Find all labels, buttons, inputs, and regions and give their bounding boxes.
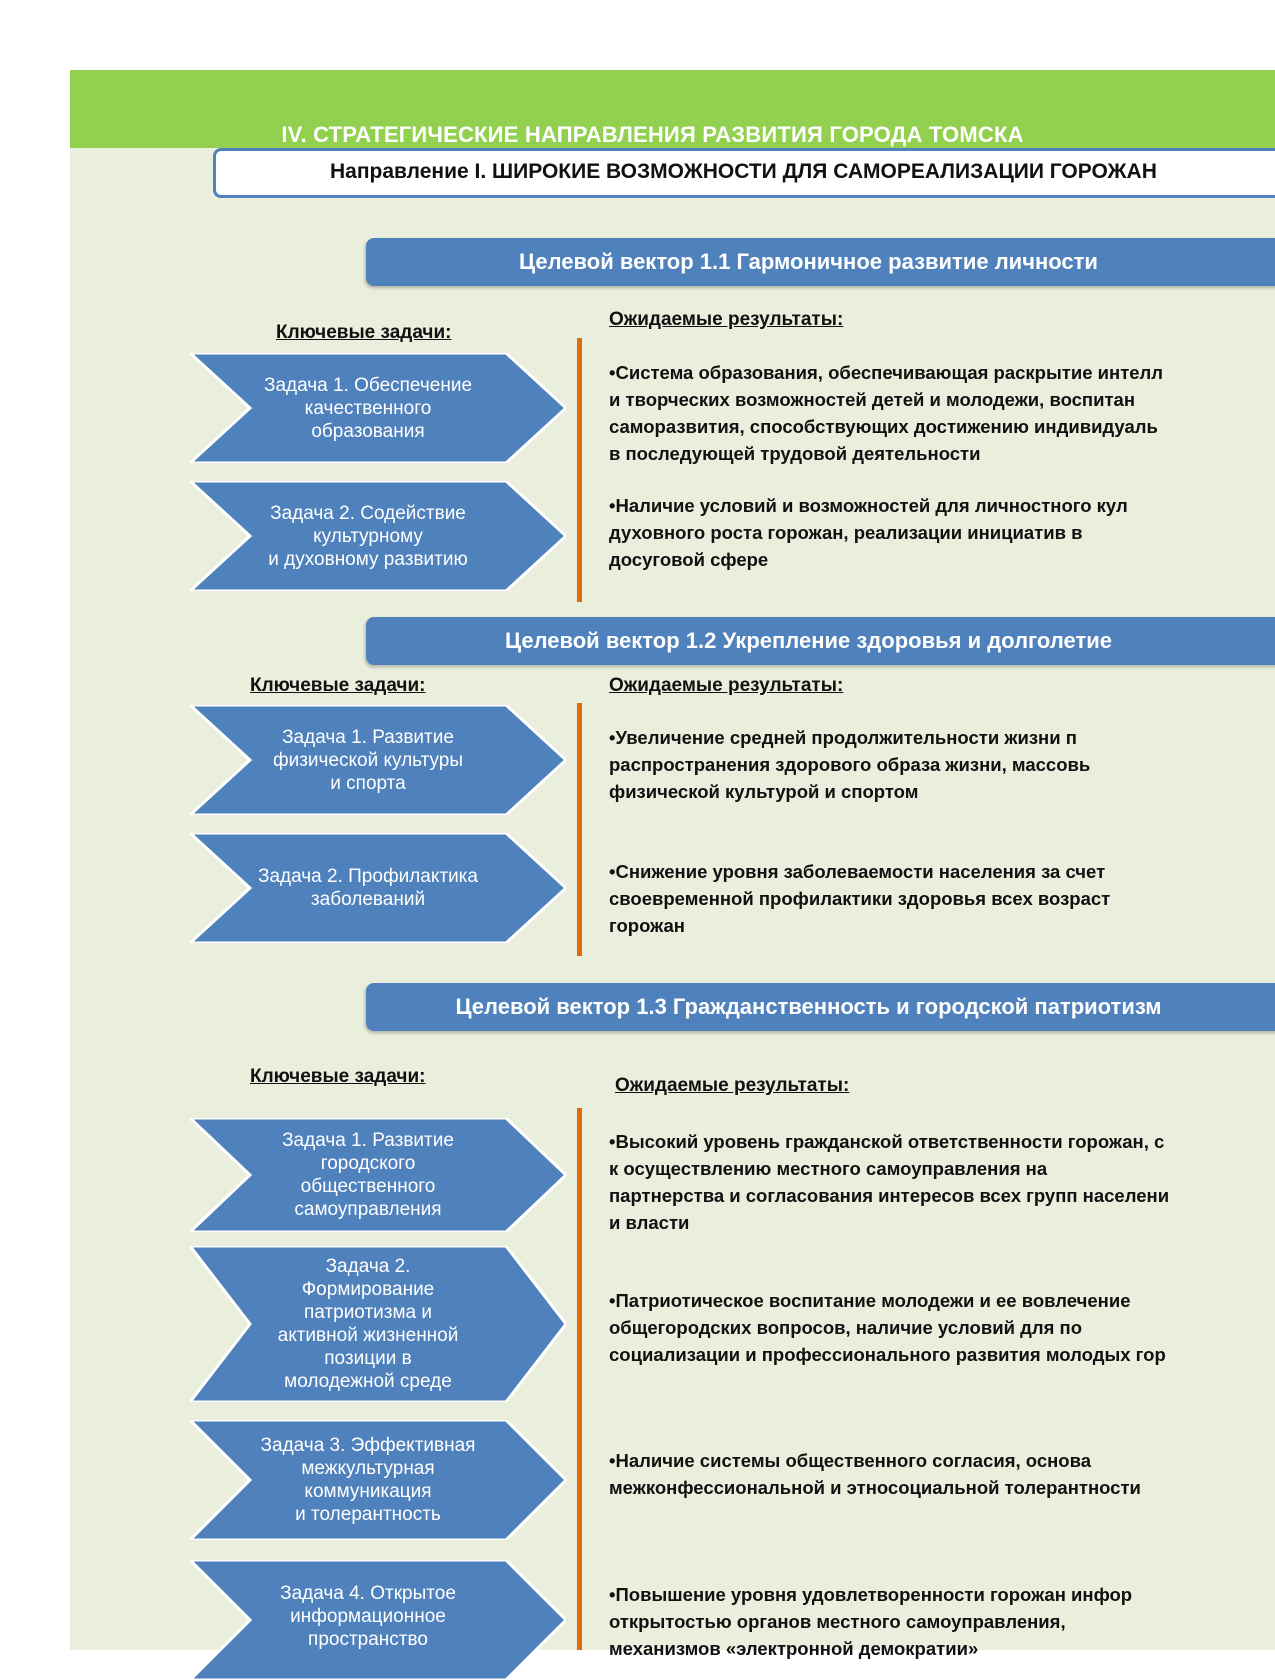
result-text: •Повышение уровня удовлетворенности горожан инфор открытостью органов местного самоуправления, механизмов «электронной демократии»	[609, 1584, 1133, 1659]
divider-line	[577, 338, 582, 602]
task-label: Задача 3. Эффективная межкультурная коммуникация и толерантность	[260, 1435, 476, 1525]
result-text: •Наличие условий и возможностей для личностного кул духовного роста горожан, реализации инициатив в досуговой сфере	[609, 495, 1128, 570]
vector-2-title: Целевой вектор 1.2 Укрепление здоровья и долголетие	[505, 628, 1112, 653]
task-label: Задача 1. Развитие физической культуры и спорта	[272, 726, 464, 794]
vector-3-results-heading: Ожидаемые результаты:	[615, 1075, 850, 1096]
vector-1-results-heading: Ожидаемые результаты:	[609, 309, 844, 330]
task-label: Задача 2. Формирование патриотизма и активной жизненной позиции в молодежной среде	[277, 1256, 459, 1392]
task-label: Задача 1. Обеспечение качественного образования	[263, 374, 473, 442]
vector-2-tasks-heading: Ключевые задачи:	[250, 675, 426, 696]
vector-1-tasks-heading: Ключевые задачи:	[276, 322, 452, 343]
result-text: •Снижение уровня заболеваемости населения за счет своевременной профилактики здоровья всех возраст горожан	[609, 861, 1111, 936]
result-text: •Увеличение средней продолжительности жизни п распространения здорового образа жизни, массовь физической культурой и спортом	[609, 727, 1091, 802]
result-text: •Наличие системы общественного согласия, основа межконфессиональной и этносоциальной толерантности	[609, 1450, 1141, 1498]
result-text: •Патриотическое воспитание молодежи и ее вовлечение общегородских вопросов, наличие условий для по социализации и профессионального развития молодых гор	[609, 1290, 1166, 1365]
task-arrow	[190, 833, 566, 943]
task-arrow	[190, 1560, 566, 1680]
divider-line	[577, 1108, 582, 1650]
vector-2-results-heading: Ожидаемые результаты:	[609, 675, 844, 696]
task-arrow	[190, 353, 566, 463]
vector-3-tasks-heading: Ключевые задачи:	[250, 1066, 426, 1087]
task-label: Задача 2. Содействие культурному и духовному развитию	[268, 502, 468, 570]
vector-1-title: Целевой вектор 1.1 Гармоничное развитие личности	[519, 249, 1098, 274]
result-text: •Высокий уровень гражданской ответственности горожан, с к осуществлению местного самоуправления на партнерства и согласования интересов всех групп населени и власти	[609, 1131, 1170, 1233]
direction-title: Направление I. ШИРОКИЕ ВОЗМОЖНОСТИ ДЛЯ САМОРЕАЛИЗАЦИИ ГОРОЖАН	[330, 160, 1157, 183]
task-label: Задача 2. Профилактика заболеваний	[258, 866, 478, 910]
task-arrow	[190, 1118, 566, 1232]
task-arrow	[190, 1420, 566, 1540]
task-arrow	[190, 705, 566, 815]
task-label: Задача 4. Открытое информационное пространство	[280, 1583, 456, 1650]
task-arrow	[190, 481, 566, 591]
task-label: Задача 1. Развитие городского общественного самоуправления	[282, 1130, 454, 1220]
section-title: IV. СТРАТЕГИЧЕСКИЕ НАПРАВЛЕНИЯ РАЗВИТИЯ ГОРОДА ТОМСКА	[281, 122, 1024, 147]
vector-3-title: Целевой вектор 1.3 Гражданственность и городской патриотизм	[455, 994, 1162, 1019]
divider-line	[577, 703, 582, 956]
task-arrow	[190, 1246, 566, 1402]
result-text: •Система образования, обеспечивающая раскрытие интелл и творческих возможностей детей и молодежи, воспитан саморазвития, способствующих достижению индивидуаль в последующей трудовой деятельности	[609, 362, 1164, 464]
